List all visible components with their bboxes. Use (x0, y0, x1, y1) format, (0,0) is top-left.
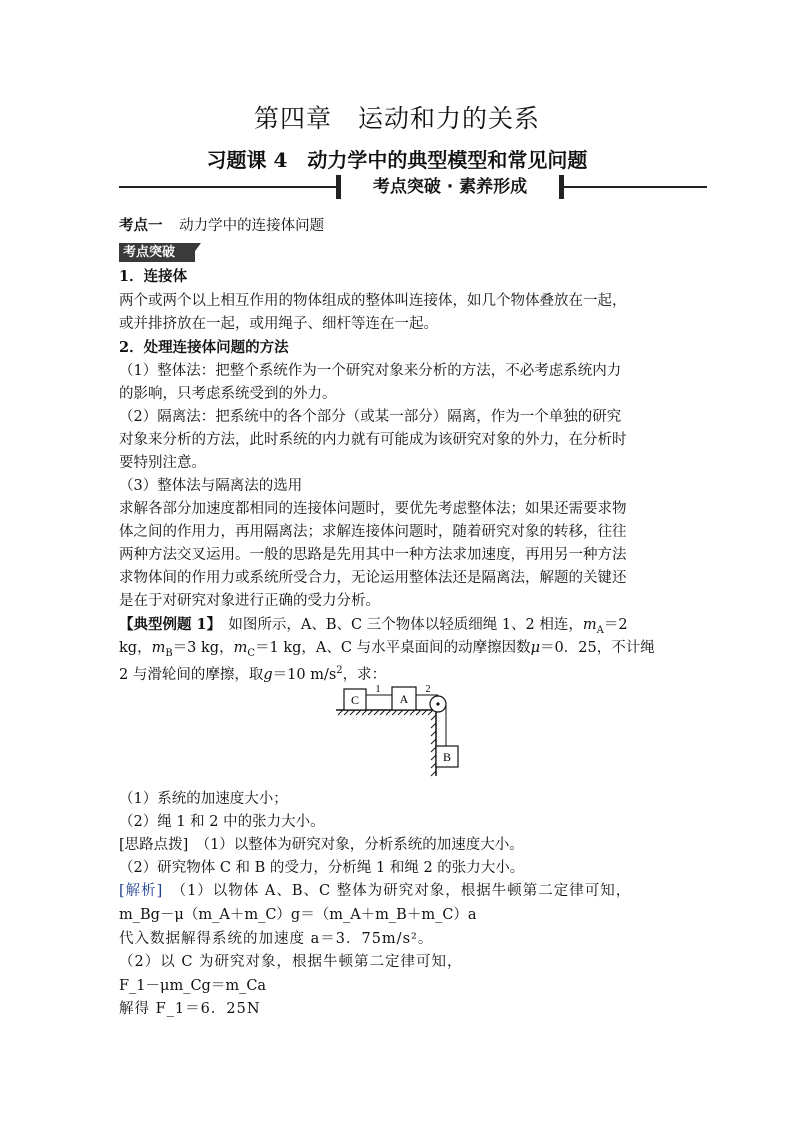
s2-c-line-1: 求解各部分加速度都相同的连接体问题时，要优先考虑整体法；如果还需要求物 (119, 501, 627, 517)
s2-c-line-5: 是在于对研究对象进行正确的受力分析。 (119, 593, 380, 609)
example-line-2: kg，$m_B=3$ kg，$m_C=1$ kg，A、C 与水平桌面间的动摩擦因数μ＝0．25，不计绳 (119, 640, 655, 659)
s2-c-line-3: 两种方法交叉运用。一般的思路是先用其中一种方法求加速度，再用另一种方法 (119, 547, 627, 563)
example-line-1: 【典型例题 1】 如图所示，A、B、C 三个物体以轻质细绳 1、2 相连，$m_A=2$ (119, 616, 628, 636)
hint-line-2: （2）研究物体 C 和 B 的受力，分析绳 1 和绳 2 的张力大小。 (119, 860, 525, 876)
hint-label: [思路点拨] (119, 837, 189, 853)
s2-title: 2．处理连接体问题的方法 (119, 339, 289, 356)
solution-result: 解得 F_1＝6．25N (119, 1001, 261, 1017)
section-tag-text: 考点突破 (123, 245, 176, 260)
solution-line-3: 代入数据解得系统的加速度 a＝3．75m/s²。 (119, 931, 434, 947)
s1-title: 1．连接体 (119, 268, 188, 285)
banner-bar-right (559, 175, 564, 199)
section-heading (119, 216, 324, 236)
question-2: （2）绳 1 和 2 中的张力大小。 (119, 814, 325, 830)
solution-equation-1: m_Bg－μ（m_A＋m_C）g＝（m_A＋m_B＋m_C）a (119, 907, 477, 923)
s1-line-1: 两个或两个以上相互作用的物体组成的整体叫连接体，如几个物体叠放在一起， (119, 293, 627, 309)
solution-label: [解析] (119, 883, 164, 899)
section-heading-label: 考点一 (119, 217, 163, 234)
s2-c-title: （3）整体法与隔离法的选用 (119, 478, 303, 494)
section-banner (336, 175, 564, 199)
rope-2-label: 2 (425, 684, 431, 695)
s2-c-line-2: 体之间的作用力，再用隔离法；求解连接体问题时，随着研究对象的转移，往往 (119, 524, 627, 540)
section-heading-text: 动力学中的连接体问题 (179, 218, 325, 234)
banner-rule-left (119, 186, 337, 188)
example-line-3: 2 与滑轮间的摩擦，取g＝10 $m/s^2$，求： (119, 665, 387, 683)
banner-rule-right (563, 186, 707, 188)
solution-equation-2: F_1－μm_Cg＝m_Ca (119, 978, 267, 994)
s1-line-2: 或并排挤放在一起，或用绳子、细杆等连在一起。 (119, 316, 438, 332)
chapter-title: 第四章 运动和力的关系 (253, 104, 540, 133)
section-tag (119, 243, 203, 262)
pulley-axle (436, 702, 439, 705)
s2-a-line-1: （1）整体法：把整个系统作为一个研究对象来分析的方法，不必考虑系统内力 (119, 363, 622, 379)
block-c-label: C (350, 693, 360, 707)
pulley-diagram (330, 680, 470, 780)
block-a-label: A (399, 692, 409, 706)
lesson-subtitle: 习题课 4 动力学中的典型模型和常见问题 (206, 148, 588, 172)
block-b-label: B (442, 750, 452, 764)
s2-a-line-2: 的影响，只考虑系统受到的外力。 (119, 386, 337, 402)
banner-text: 考点突破 · 素养形成 (372, 177, 528, 197)
solution-line-1: [解析] （1）以物体 A、B、C 整体为研究对象，根据牛顿第二定律可知， (119, 883, 632, 899)
s2-c-line-4: 求物体间的作用力或系统所受合力，无论运用整体法还是隔离法，解题的关键还 (119, 570, 627, 586)
rope-1-label: 1 (375, 684, 381, 695)
banner-bar-left (336, 175, 341, 199)
s2-b-line-2: 对象来分析的方法，此时系统的内力就有可能成为该研究对象的外力，在分析时 (119, 432, 627, 448)
solution-line-4: （2）以 C 为研究对象，根据牛顿第二定律可知， (119, 954, 463, 970)
s2-b-line-3: 要特别注意。 (119, 455, 206, 471)
s2-b-line-1: （2）隔离法：把系统中的各个部分（或某一部分）隔离，作为一个单独的研究 (119, 409, 622, 425)
example-label: 【典型例题 1】 (119, 616, 214, 633)
hint-line-1: [思路点拨] （1）以整体为研究对象，分析系统的加速度大小。 (119, 837, 524, 853)
question-1: （1）系统的加速度大小； (119, 791, 288, 807)
